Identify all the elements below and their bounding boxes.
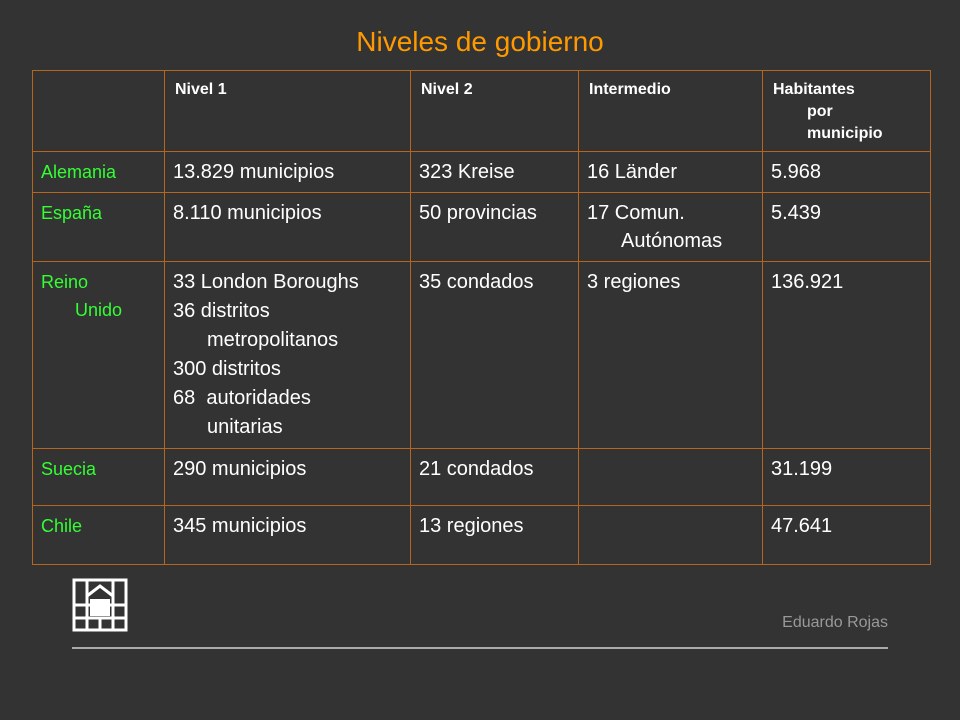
- nivel-1-line: 345 municipios: [173, 515, 307, 537]
- intermedio-cell: [579, 449, 763, 506]
- page-title: Niveles de gobierno: [356, 26, 604, 57]
- header-habitantes-line: Habitantes: [773, 81, 855, 98]
- habitantes-cell: 31.199: [763, 449, 931, 506]
- nivel-2-cell: 21 condados: [411, 449, 579, 506]
- table-header-row: [33, 71, 931, 152]
- government-levels-table: [32, 70, 931, 565]
- table-row: [33, 262, 931, 449]
- header-habitantes: [763, 71, 931, 152]
- country-name: España: [41, 203, 103, 223]
- header-intermedio: Intermedio: [579, 71, 763, 152]
- country-cell: [33, 506, 165, 565]
- table-row: [33, 152, 931, 193]
- nivel-2-cell: 35 condados: [411, 262, 579, 449]
- country-name: Chile: [41, 516, 83, 536]
- habitantes-cell: 136.921: [763, 262, 931, 449]
- nivel-1-line: 13.829 municipios: [173, 161, 335, 183]
- header-empty-cell: [33, 71, 165, 152]
- table-row: [33, 506, 931, 565]
- header-nivel-2: Nivel 2: [411, 71, 579, 152]
- nivel-1-line: 36 distritos: [173, 300, 270, 322]
- country-cell: [33, 449, 165, 506]
- nivel-1-line: metropolitanos: [207, 329, 339, 351]
- nivel-1-cell: [165, 449, 411, 506]
- nivel-1-cell: [165, 506, 411, 565]
- building-logo-icon: [72, 578, 128, 632]
- header-habitantes-line: por: [807, 103, 833, 120]
- country-cell: [33, 262, 165, 449]
- intermedio-line: 17 Comun.: [587, 202, 685, 224]
- header-habitantes-line: municipio: [807, 125, 883, 142]
- nivel-1-cell: [165, 152, 411, 193]
- intermedio-line: Autónomas: [621, 230, 723, 252]
- nivel-2-cell: 13 regiones: [411, 506, 579, 565]
- nivel-1-cell: [165, 262, 411, 449]
- intermedio-line: 16 Länder: [587, 161, 678, 183]
- habitantes-cell: 5.968: [763, 152, 931, 193]
- intermedio-cell: [579, 193, 763, 262]
- country-name: Alemania: [41, 162, 117, 182]
- country-name-line: Unido: [75, 300, 123, 320]
- nivel-1-line: 68 autoridades: [173, 387, 311, 409]
- nivel-1-line: 33 London Boroughs: [173, 271, 359, 293]
- header-nivel-1: Nivel 1: [165, 71, 411, 152]
- nivel-2-cell: 50 provincias: [411, 193, 579, 262]
- nivel-2-cell: 323 Kreise: [411, 152, 579, 193]
- table-row: [33, 193, 931, 262]
- intermedio-cell: [579, 262, 763, 449]
- intermedio-cell: [579, 506, 763, 565]
- footer-divider: [72, 647, 888, 649]
- habitantes-cell: 5.439: [763, 193, 931, 262]
- intermedio-line: 3 regiones: [587, 271, 681, 293]
- nivel-1-line: 290 municipios: [173, 458, 307, 480]
- habitantes-cell: 47.641: [763, 506, 931, 565]
- author-name: Eduardo Rojas: [782, 614, 888, 631]
- country-name: Suecia: [41, 459, 97, 479]
- country-cell: [33, 152, 165, 193]
- country-cell: [33, 193, 165, 262]
- nivel-1-cell: [165, 193, 411, 262]
- nivel-1-line: unitarias: [207, 416, 283, 438]
- nivel-1-line: 300 distritos: [173, 358, 281, 380]
- table-row: [33, 449, 931, 506]
- intermedio-cell: [579, 152, 763, 193]
- nivel-1-line: 8.110 municipios: [173, 202, 322, 224]
- country-name: Reino: [41, 272, 89, 292]
